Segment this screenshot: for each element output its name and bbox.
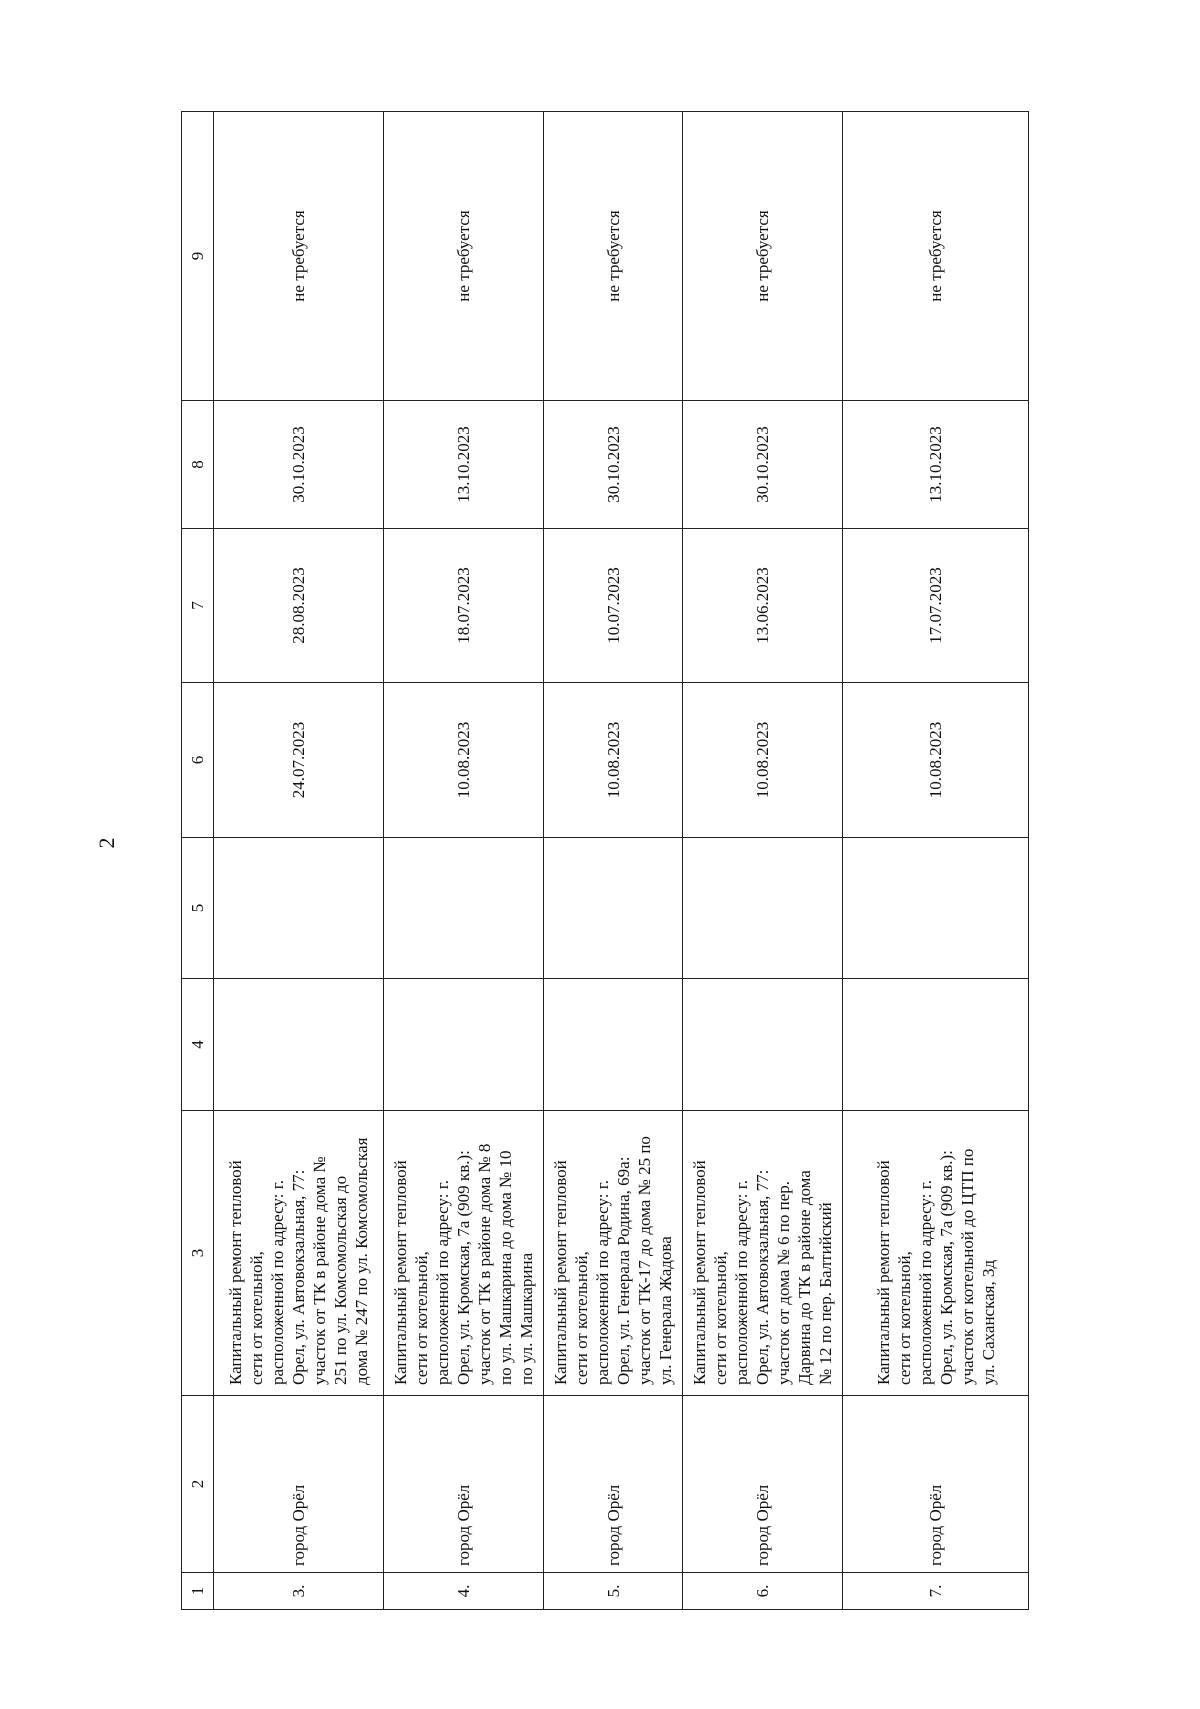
description-line: участок от котельной до ЦТП по <box>957 1148 977 1385</box>
row-number: 4. <box>384 1573 544 1610</box>
end-date-cell: 30.10.2023 <box>213 401 383 529</box>
description-line: 251 по ул. Комсомольская до <box>331 1175 351 1385</box>
column-4-cell <box>682 979 842 1111</box>
description-line: расположенной по адресу: г. <box>915 1179 935 1385</box>
row-number: 6. <box>682 1573 842 1610</box>
end-date-cell: 13.10.2023 <box>843 401 1029 529</box>
description-line: Орел, ул. Автовокзальная, 77: <box>289 1169 309 1385</box>
column-7-date-cell: 18.07.2023 <box>384 529 544 683</box>
table-row <box>213 112 383 1610</box>
column-5-cell <box>682 838 842 979</box>
column-7-date-cell: 10.07.2023 <box>544 529 683 683</box>
page-number: 2 <box>94 837 119 849</box>
description-line: Капитальный ремонт тепловой <box>873 1160 893 1385</box>
table-row <box>843 112 1029 1610</box>
description-cell <box>384 1111 544 1396</box>
description-line: Орел, ул. Генерала Родина, 69а: <box>614 1156 634 1385</box>
city-cell: город Орёл <box>544 1396 683 1573</box>
description-line: Орел, ул. Кромская, 7а (909 кв.): <box>454 1150 474 1385</box>
column-7-date-cell: 17.07.2023 <box>843 529 1029 683</box>
column-7-date-cell: 13.06.2023 <box>682 529 842 683</box>
description-line: сети от котельной, <box>412 1251 432 1385</box>
column-header: 5 <box>182 838 214 979</box>
description-cell <box>213 1111 383 1396</box>
column-7-date-cell: 28.08.2023 <box>213 529 383 683</box>
description-line: ул. Генерала Жадова <box>656 1236 676 1385</box>
row-number: 5. <box>544 1573 683 1610</box>
column-4-cell <box>384 979 544 1111</box>
description-cell <box>544 1111 683 1396</box>
column-header: 3 <box>182 1111 214 1396</box>
column-header: 6 <box>182 683 214 838</box>
description-line: Капитальный ремонт тепловой <box>690 1160 710 1385</box>
requirement-cell: не требуется <box>544 112 683 401</box>
description-line: сети от котельной, <box>711 1251 731 1385</box>
description-cell <box>682 1111 842 1396</box>
description-line: участок от дома № 6 по пер. <box>774 1180 794 1385</box>
end-date-cell: 30.10.2023 <box>682 401 842 529</box>
start-date-cell: 10.08.2023 <box>682 683 842 838</box>
column-header: 2 <box>182 1396 214 1573</box>
column-5-cell <box>384 838 544 979</box>
start-date-cell: 10.08.2023 <box>544 683 683 838</box>
column-4-cell <box>544 979 683 1111</box>
description-line: Капитальный ремонт тепловой <box>391 1160 411 1385</box>
description-line: расположенной по адресу: г. <box>268 1179 288 1385</box>
table-body <box>213 112 1028 1610</box>
description-line: ул. Саханская, 3д <box>978 1259 998 1385</box>
description-line: Дарвина до ТК в районе дома <box>795 1170 815 1385</box>
requirement-cell: не требуется <box>843 112 1029 401</box>
description-cell <box>843 1111 1029 1396</box>
description-line: по ул. Машкарина <box>517 1252 537 1385</box>
start-date-cell: 10.08.2023 <box>384 683 544 838</box>
requirement-cell: не требуется <box>682 112 842 401</box>
description-line: сети от котельной, <box>247 1251 267 1385</box>
repair-schedule-table <box>181 111 1029 1610</box>
description-line: Капитальный ремонт тепловой <box>551 1160 571 1385</box>
requirement-cell: не требуется <box>384 112 544 401</box>
column-5-cell <box>213 838 383 979</box>
description-line: Орел, ул. Автовокзальная, 77: <box>753 1169 773 1385</box>
description-line: дома № 247 по ул. Комсомольская <box>352 1137 372 1385</box>
description-line: участок от ТК-17 до дома № 25 по <box>635 1136 655 1385</box>
column-header: 8 <box>182 401 214 529</box>
repair-schedule-table-wrapper <box>181 112 1029 1610</box>
column-5-cell <box>544 838 683 979</box>
description-line: расположенной по адресу: г. <box>732 1179 752 1385</box>
description-line: сети от котельной, <box>572 1251 592 1385</box>
end-date-cell: 30.10.2023 <box>544 401 683 529</box>
column-header: 4 <box>182 979 214 1111</box>
city-cell: город Орёл <box>682 1396 842 1573</box>
row-number: 7. <box>843 1573 1029 1610</box>
column-4-cell <box>843 979 1029 1111</box>
description-line: сети от котельной, <box>894 1251 914 1385</box>
description-line: по ул. Машкарина до дома № 10 <box>496 1150 516 1385</box>
description-line: участок от ТК в районе дома № <box>310 1156 330 1385</box>
description-line: Орел, ул. Кромская, 7а (909 кв.): <box>936 1150 956 1385</box>
table-row <box>384 112 544 1610</box>
column-4-cell <box>213 979 383 1111</box>
description-line: расположенной по адресу: г. <box>593 1179 613 1385</box>
city-cell: город Орёл <box>843 1396 1029 1573</box>
start-date-cell: 24.07.2023 <box>213 683 383 838</box>
column-header: 1 <box>182 1573 214 1610</box>
table-row <box>544 112 683 1610</box>
end-date-cell: 13.10.2023 <box>384 401 544 529</box>
description-line: участок от ТК в районе дома № 8 <box>475 1143 495 1385</box>
description-line: Капитальный ремонт тепловой <box>226 1160 246 1385</box>
column-header: 9 <box>182 112 214 401</box>
city-cell: город Орёл <box>384 1396 544 1573</box>
table-row <box>682 112 842 1610</box>
column-5-cell <box>843 838 1029 979</box>
description-line: расположенной по адресу: г. <box>433 1179 453 1385</box>
requirement-cell: не требуется <box>213 112 383 401</box>
start-date-cell: 10.08.2023 <box>843 683 1029 838</box>
city-cell: город Орёл <box>213 1396 383 1573</box>
row-number: 3. <box>213 1573 383 1610</box>
column-header: 7 <box>182 529 214 683</box>
description-line: № 12 по пер. Балтийский <box>816 1202 836 1385</box>
column-number-row <box>182 112 214 1610</box>
